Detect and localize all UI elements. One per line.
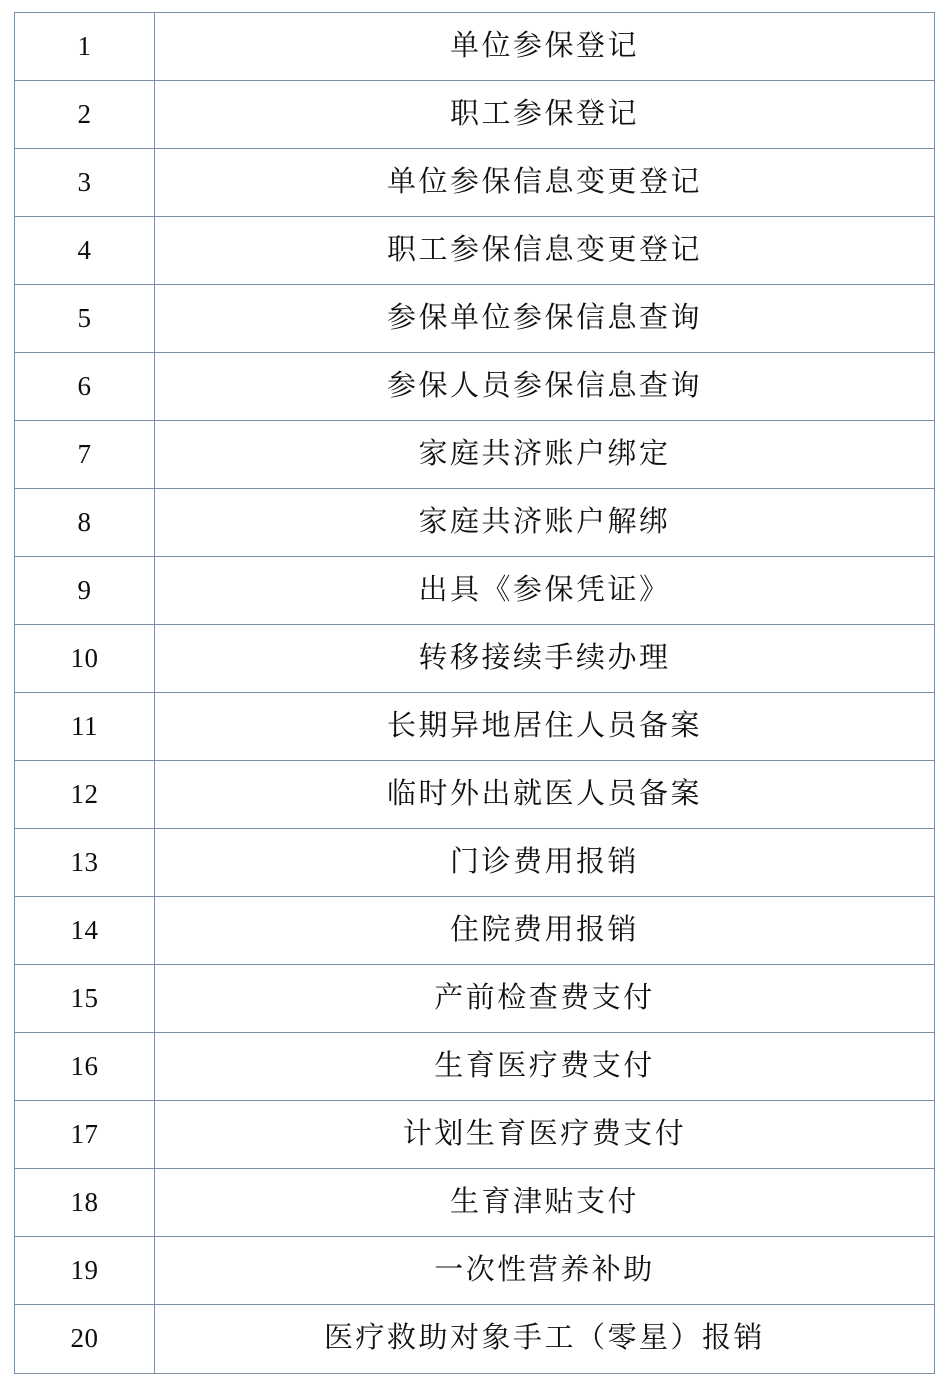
row-index-cell: 12 <box>15 761 155 829</box>
row-name-cell: 单位参保登记 <box>155 13 935 81</box>
row-index-cell: 10 <box>15 625 155 693</box>
table-row <box>15 1305 935 1374</box>
row-index-cell: 19 <box>15 1237 155 1305</box>
row-index-cell: 14 <box>15 897 155 965</box>
row-index-cell: 17 <box>15 1101 155 1169</box>
row-name-cell: 转移接续手续办理 <box>155 625 935 693</box>
row-index-cell: 2 <box>15 81 155 149</box>
table-row <box>15 285 935 353</box>
table-row <box>15 1101 935 1169</box>
table-row <box>15 353 935 421</box>
row-name-cell: 长期异地居住人员备案 <box>155 693 935 761</box>
table-row <box>15 693 935 761</box>
table-row <box>15 421 935 489</box>
service-items-table <box>14 12 935 1374</box>
row-name-cell: 医疗救助对象手工（零星）报销 <box>155 1305 935 1374</box>
row-name-cell: 住院费用报销 <box>155 897 935 965</box>
row-index-cell: 11 <box>15 693 155 761</box>
row-index-cell: 20 <box>15 1305 155 1374</box>
row-name-cell: 临时外出就医人员备案 <box>155 761 935 829</box>
row-name-cell: 生育津贴支付 <box>155 1169 935 1237</box>
table-row <box>15 625 935 693</box>
row-name-cell: 计划生育医疗费支付 <box>155 1101 935 1169</box>
table-row <box>15 1169 935 1237</box>
row-index-cell: 9 <box>15 557 155 625</box>
row-name-cell: 家庭共济账户绑定 <box>155 421 935 489</box>
row-index-cell: 6 <box>15 353 155 421</box>
table-row <box>15 897 935 965</box>
table-row <box>15 1033 935 1101</box>
table-row <box>15 557 935 625</box>
row-index-cell: 4 <box>15 217 155 285</box>
table-row <box>15 217 935 285</box>
row-name-cell: 一次性营养补助 <box>155 1237 935 1305</box>
row-name-cell: 参保单位参保信息查询 <box>155 285 935 353</box>
row-index-cell: 15 <box>15 965 155 1033</box>
table-row <box>15 1237 935 1305</box>
row-index-cell: 1 <box>15 13 155 81</box>
row-index-cell: 8 <box>15 489 155 557</box>
table-row <box>15 761 935 829</box>
table-row <box>15 149 935 217</box>
row-index-cell: 18 <box>15 1169 155 1237</box>
row-name-cell: 产前检查费支付 <box>155 965 935 1033</box>
table-row <box>15 81 935 149</box>
table-row <box>15 829 935 897</box>
row-index-cell: 7 <box>15 421 155 489</box>
row-index-cell: 3 <box>15 149 155 217</box>
row-index-cell: 13 <box>15 829 155 897</box>
row-index-cell: 5 <box>15 285 155 353</box>
row-name-cell: 参保人员参保信息查询 <box>155 353 935 421</box>
row-name-cell: 职工参保登记 <box>155 81 935 149</box>
row-name-cell: 门诊费用报销 <box>155 829 935 897</box>
row-name-cell: 职工参保信息变更登记 <box>155 217 935 285</box>
table-row <box>15 489 935 557</box>
row-name-cell: 单位参保信息变更登记 <box>155 149 935 217</box>
table-row <box>15 965 935 1033</box>
row-name-cell: 出具《参保凭证》 <box>155 557 935 625</box>
table-row <box>15 13 935 81</box>
row-name-cell: 家庭共济账户解绑 <box>155 489 935 557</box>
row-name-cell: 生育医疗费支付 <box>155 1033 935 1101</box>
row-index-cell: 16 <box>15 1033 155 1101</box>
